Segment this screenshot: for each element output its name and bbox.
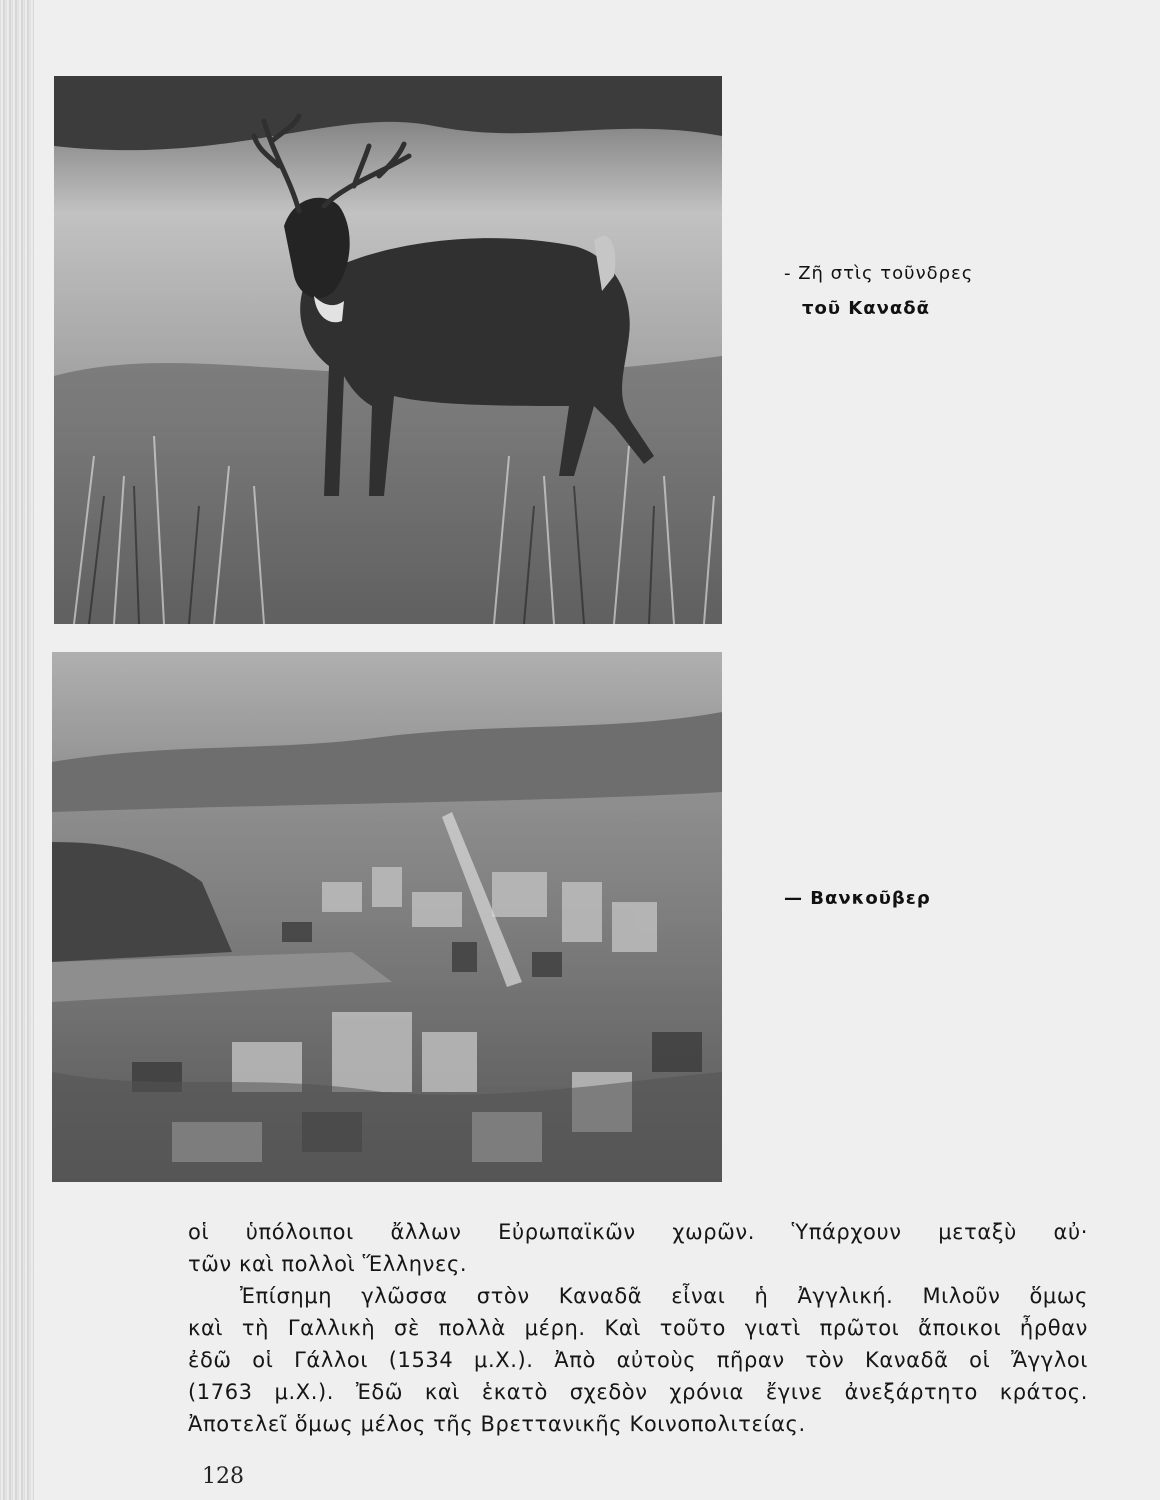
deer-caption-line2: τοῦ Καναδᾶ [802, 298, 930, 319]
text-line: τῶν καὶ πολλοὶ Ἕλληνες. [188, 1252, 468, 1276]
vancouver-caption: — Βανκοῦβερ [784, 888, 931, 909]
text-line: ἐδῶ οἱ Γάλλοι (1534 μ.Χ.). Ἀπὸ αὐτοὺς πῆραν τὸν Καναδᾶ οἱ Ἄγγλοι [188, 1348, 1088, 1372]
page-number: 128 [202, 1464, 244, 1489]
book-page-edge [0, 0, 34, 1500]
body-text [188, 1216, 1088, 1440]
deer-photo [54, 76, 722, 624]
text-line: Ἀποτελεῖ ὅμως μέλος τῆς Βρεττανικῆς Κοινοπολιτείας. [188, 1412, 806, 1436]
text-line: Ἐπίσημη γλῶσσα στὸν Καναδᾶ εἶναι ἡ Ἀγγλική. Μιλοῦν ὅμως [240, 1284, 1088, 1308]
deer-caption-line1: - Ζῆ στὶς τοῦνδρες [784, 263, 974, 284]
text-line: καὶ τὴ Γαλλικὴ σὲ πολλὰ μέρη. Καὶ τοῦτο γιατὶ πρῶτοι ἄποικοι ἦρθαν [188, 1316, 1088, 1340]
vancouver-photo [52, 652, 722, 1182]
text-line: οἱ ὑπόλοιποι ἄλλων Εὐρωπαϊκῶν χωρῶν. Ὑπάρχουν μεταξὺ αὐ· [188, 1220, 1088, 1244]
text-line: (1763 μ.Χ.). Ἐδῶ καὶ ἑκατὸ σχεδὸν χρόνια ἔγινε ἀνεξάρτητο κράτος. [188, 1380, 1088, 1404]
